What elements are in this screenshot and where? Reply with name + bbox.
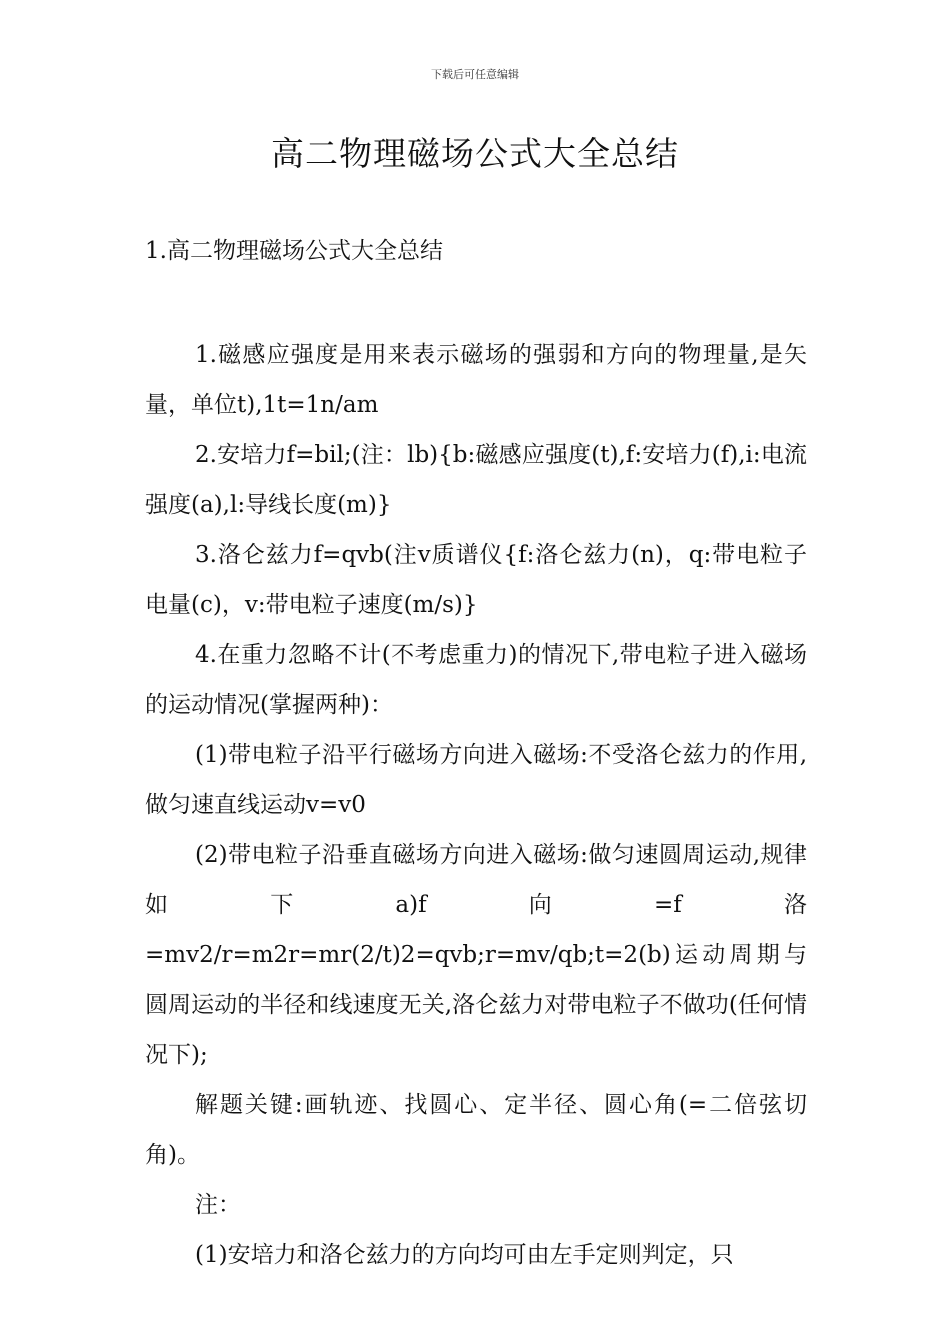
header-note: 下载后可任意编辑 [431, 68, 519, 81]
paragraph-3: 3.洛仑兹力f=qvb(注v质谱仪{f:洛仑兹力(n)，q:带电粒子电量(c)，v:带电粒子速度(m/s)} [145, 542, 807, 618]
paragraph-6: (2)带电粒子沿垂直磁场方向进入磁场:做匀速圆周运动,规律如下a)f向=f洛=mv2/r=m2r=mr(2/t)2=qvb;r=mv/qb;t=2(b)运动周期与圆周运动的半径和线速度无关,洛仑兹力对带电粒子不做功(任何情况下); [145, 842, 807, 1068]
section-heading: 1.高二物理磁场公式大全总结 [145, 238, 443, 264]
paragraph-4: 4.在重力忽略不计(不考虑重力)的情况下,带电粒子进入磁场的运动情况(掌握两种)： [145, 642, 807, 718]
paragraph-1: 1.磁感应强度是用来表示磁场的强弱和方向的物理量,是矢量，单位t),1t=1n/am [145, 342, 807, 418]
paragraph-8: 注： [195, 1192, 241, 1218]
paragraph-9: (1)安培力和洛仑兹力的方向均可由左手定则判定，只 [195, 1242, 734, 1268]
document-title: 高二物理磁场公式大全总结 [271, 134, 679, 173]
paragraph-2: 2.安培力f=bil;(注：lb){b:磁感应强度(t),f:安培力(f),i:电流强度(a),l:导线长度(m)} [145, 442, 807, 518]
document-body [145, 330, 807, 1280]
paragraph-7: 解题关键:画轨迹、找圆心、定半径、圆心角(=二倍弦切角)。 [145, 1092, 807, 1168]
paragraph-5: (1)带电粒子沿平行磁场方向进入磁场:不受洛仑兹力的作用,做匀速直线运动v=v0 [145, 742, 807, 818]
